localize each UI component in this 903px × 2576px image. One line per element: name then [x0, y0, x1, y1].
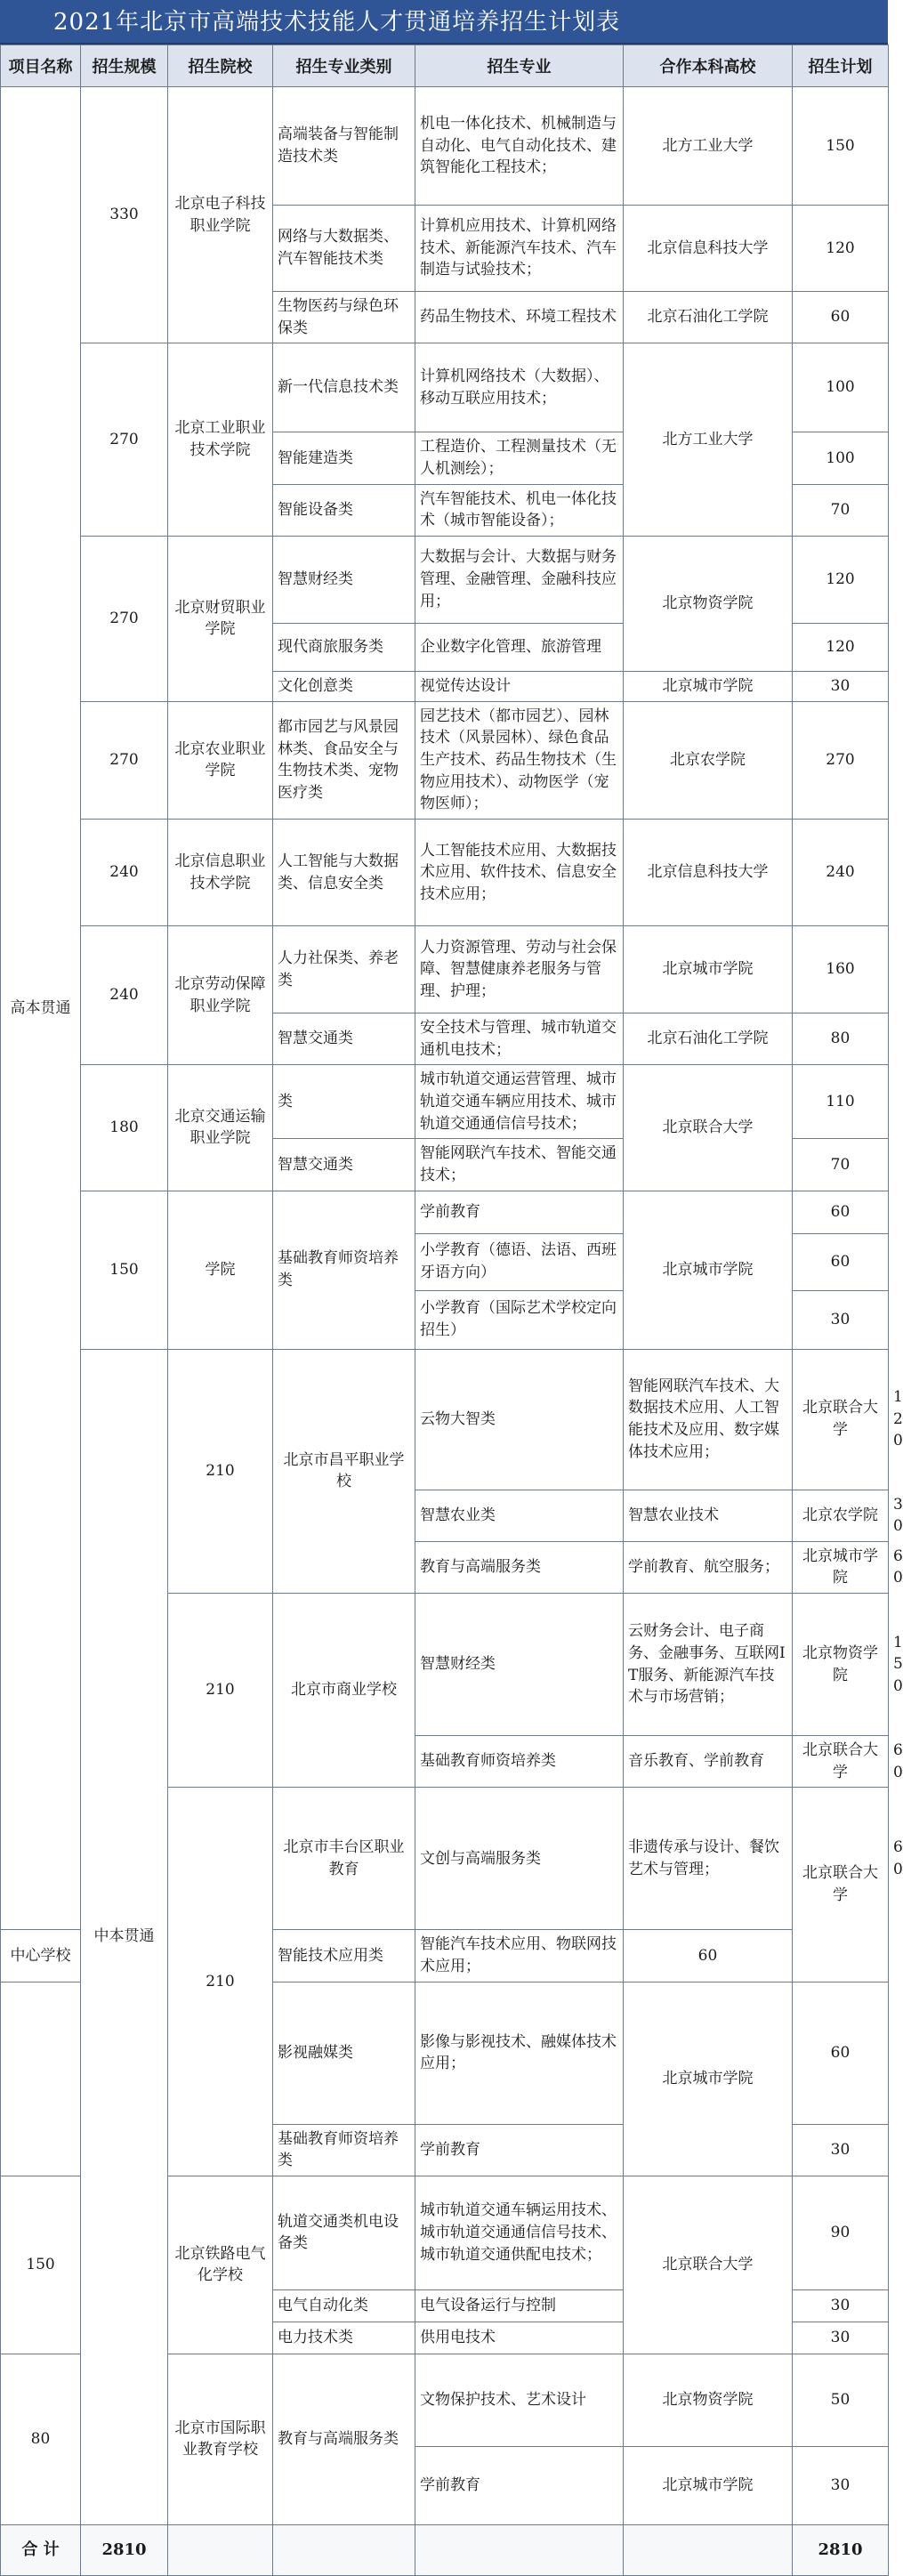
- major-cell: 人力资源管理、劳动与社会保障、智慧健康养老服务与管理、护理；: [415, 926, 624, 1013]
- category-cell: 智慧财经类: [415, 1594, 624, 1736]
- plan-cell: 60: [793, 1982, 889, 2124]
- category-cell: 人力社保类、养老类: [273, 926, 415, 1013]
- table-row: 210 北京市商业学校 智慧财经类 云财务会计、电子商务、金融事务、互联网IT服务、新能源汽车技术与市场营销； 北京物资学院 150: [1, 1594, 889, 1736]
- total-empty-cell: [273, 2524, 415, 2575]
- scale-cell: 80: [1, 2354, 81, 2524]
- header-plan: 招生计划: [793, 45, 889, 87]
- school-cell: 北京市丰台区职业教育: [273, 1788, 415, 1930]
- school-cell-empty: [1, 1982, 81, 2176]
- plan-cell: 30: [793, 671, 889, 701]
- major-cell: 汽车智能技术、机电一体化技术（城市智能设备）；: [415, 484, 624, 536]
- plan-cell: 150: [793, 87, 889, 206]
- plan-cell: 160: [793, 926, 889, 1013]
- category-cell: 基础教育师资培养类: [273, 1191, 415, 1349]
- scale-cell: 270: [81, 343, 168, 537]
- table-row: [1, 1065, 889, 1139]
- major-cell: 园艺技术（都市园艺）、园林技术（风景园林）、绿色食品生产技术、药品生物技术（生物应用技术）、动物医学（宠物医师）；: [415, 701, 624, 819]
- major-cell: 智能网联汽车技术、大数据技术应用、人工智能技术及应用、数字媒体技术应用；: [624, 1349, 793, 1490]
- table-row: 智慧农业类 智慧农业技术 北京农学院 30: [1, 1490, 889, 1541]
- major-cell: 智能网联汽车技术、智能交通技术；: [415, 1139, 624, 1191]
- category-cell: 文化创意类: [273, 671, 415, 701]
- university-cell: 北京农学院: [793, 1490, 889, 1541]
- category-cell: 教育与高端服务类: [415, 1541, 624, 1593]
- category-cell: 人工智能与大数据类、信息安全类: [273, 820, 415, 926]
- scale-cell: 210: [168, 1594, 273, 1788]
- school-cell: 北京农业职业学院: [168, 701, 273, 819]
- scale-cell: 210: [168, 1349, 273, 1594]
- header-category: 招生专业类别: [273, 45, 415, 87]
- category-cell: 新一代信息技术类: [273, 343, 415, 432]
- university-cell: 北京农学院: [624, 701, 793, 819]
- total-empty-cell: [624, 2524, 793, 2575]
- university-cell: 北京物资学院: [793, 1594, 889, 1736]
- major-cell: 学前教育、航空服务；: [624, 1541, 793, 1593]
- plan-cell: 60: [793, 1191, 889, 1233]
- major-cell: 计算机应用技术、计算机网络技术、新能源汽车技术、汽车制造与试验技术；: [415, 206, 624, 292]
- plan-cell: 60: [793, 1233, 889, 1290]
- school-cell: 北京电子科技职业学院: [168, 87, 273, 343]
- plan-cell: 90: [793, 2176, 889, 2289]
- table-row: [1, 536, 889, 623]
- table-row: [1, 701, 889, 819]
- plan-cell: 30: [793, 2322, 889, 2354]
- school-cell: 北京铁路电气化学校: [168, 2176, 273, 2354]
- category-cell: 类: [273, 1065, 415, 1139]
- major-cell: 学前教育: [415, 1191, 624, 1233]
- major-cell: 学前教育: [415, 2124, 624, 2176]
- scale-cell: 270: [81, 701, 168, 819]
- total-empty-cell: [168, 2524, 273, 2575]
- major-cell: 音乐教育、学前教育: [624, 1736, 793, 1788]
- university-cell: 北京物资学院: [624, 536, 793, 671]
- major-cell: 小学教育（德语、法语、西班牙语方向）: [415, 1233, 624, 1290]
- enrollment-plan-table: [0, 44, 903, 2576]
- total-plan: 2810: [793, 2524, 889, 2575]
- major-cell: 智慧农业技术: [624, 1490, 793, 1541]
- total-scale: 2810: [81, 2524, 168, 2575]
- category-cell: 云物大智类: [415, 1349, 624, 1490]
- school-cell: 学院: [168, 1191, 273, 1349]
- school-cell: 北京交通运输职业学院: [168, 1065, 273, 1191]
- header-scale: 招生规模: [81, 45, 168, 87]
- table-title: 2021年北京市高端技术技能人才贯通培养招生计划表: [0, 0, 888, 44]
- plan-cell: 120: [793, 623, 889, 671]
- category-cell: 智能技术应用类: [273, 1930, 415, 1982]
- category-cell: 都市园艺与风景园林类、食品安全与生物技术类、宠物医疗类: [273, 701, 415, 819]
- major-cell: 药品生物技术、环境工程技术: [415, 292, 624, 343]
- total-row: [1, 2524, 889, 2575]
- category-cell: 基础教育师资培养类: [415, 1736, 624, 1788]
- category-cell: 现代商旅服务类: [273, 623, 415, 671]
- category-cell: 网络与大数据类、汽车智能技术类: [273, 206, 415, 292]
- plan-cell: 120: [793, 206, 889, 292]
- major-cell: 供用电技术: [415, 2322, 624, 2354]
- category-cell: 高端装备与智能制造技术类: [273, 87, 415, 206]
- plan-cell: 30: [793, 2446, 889, 2524]
- table-row: 210 北京市丰台区职业教育 文创与高端服务类 非遗传承与设计、餐饮艺术与管理； 北京联合大学 60: [1, 1788, 889, 1930]
- category-cell: 智慧交通类: [273, 1013, 415, 1065]
- university-cell: 北京物资学院: [624, 2354, 793, 2446]
- scale-cell: 210: [168, 1788, 273, 2176]
- major-cell: 大数据与会计、大数据与财务管理、金融管理、金融科技应用；: [415, 536, 624, 623]
- major-cell: 小学教育（国际艺术学校定向招生）: [415, 1290, 624, 1349]
- table-row: [1, 820, 889, 926]
- category-cell: 智能设备类: [273, 484, 415, 536]
- category-cell: 生物医药与绿色环保类: [273, 292, 415, 343]
- plan-cell: 50: [793, 2354, 889, 2446]
- category-cell: 教育与高端服务类: [273, 2354, 415, 2524]
- plan-cell: 70: [793, 484, 889, 536]
- major-cell: 城市轨道交通运营管理、城市轨道交通车辆应用技术、城市轨道交通通信信号技术；: [415, 1065, 624, 1139]
- category-cell: 轨道交通类机电设备类: [273, 2176, 415, 2289]
- scale-cell: 330: [81, 87, 168, 343]
- table-row: 教育与高端服务类 学前教育、航空服务； 北京城市学院 60: [1, 1541, 889, 1593]
- plan-cell: 270: [793, 701, 889, 819]
- scale-cell: 240: [81, 820, 168, 926]
- category-cell: 电力技术类: [273, 2322, 415, 2354]
- table-row: [1, 926, 889, 1013]
- major-cell: 文物保护技术、艺术设计: [415, 2354, 624, 2446]
- total-empty-cell: [415, 2524, 624, 2575]
- plan-cell: 100: [793, 343, 889, 432]
- project-cell: 高本贯通: [1, 87, 81, 1930]
- major-cell: 安全技术与管理、城市轨道交通机电技术；: [415, 1013, 624, 1065]
- category-cell: 智慧财经类: [273, 536, 415, 623]
- university-cell: 北方工业大学: [624, 87, 793, 206]
- plan-cell: 110: [793, 1065, 889, 1139]
- major-cell: 学前教育: [415, 2446, 624, 2524]
- plan-cell: 120: [793, 536, 889, 623]
- category-cell: 基础教育师资培养类: [273, 2124, 415, 2176]
- school-cell: 北京财贸职业学院: [168, 536, 273, 701]
- school-cell: 北京市国际职业教育学校: [168, 2354, 273, 2524]
- category-cell: 电气自动化类: [273, 2289, 415, 2322]
- major-cell: 企业数字化管理、旅游管理: [415, 623, 624, 671]
- university-cell: 北京城市学院: [624, 1191, 793, 1349]
- university-cell: 北京联合大学: [793, 1736, 889, 1788]
- major-cell: 云财务会计、电子商务、金融事务、互联网IT服务、新能源汽车技术与市场营销；: [624, 1594, 793, 1736]
- scale-cell: 150: [1, 2176, 81, 2354]
- header-row: [1, 45, 889, 87]
- major-cell: 影像与影视技术、融媒体技术应用；: [415, 1982, 624, 2124]
- major-cell: 工程造价、工程测量技术（无人机测绘）；: [415, 432, 624, 484]
- plan-cell: 30: [793, 2124, 889, 2176]
- university-cell: 北京城市学院: [624, 671, 793, 701]
- university-cell: 北方工业大学: [624, 343, 793, 537]
- university-cell: 北京信息科技大学: [624, 820, 793, 926]
- plan-cell: 60: [793, 292, 889, 343]
- scale-cell: 240: [81, 926, 168, 1065]
- major-cell: 智能汽车技术应用、物联网技术应用；: [415, 1930, 624, 1982]
- university-cell: 北京联合大学: [793, 1788, 889, 1982]
- header-major: 招生专业: [415, 45, 624, 87]
- school-cell: 北京市昌平职业学校: [273, 1349, 415, 1594]
- total-label: 合 计: [1, 2524, 81, 2575]
- university-cell: 北京联合大学: [624, 2176, 793, 2354]
- plan-cell: 30: [793, 2289, 889, 2322]
- university-cell: 北京石油化工学院: [624, 292, 793, 343]
- school-cell: 北京工业职业技术学院: [168, 343, 273, 537]
- category-cell: 智慧交通类: [273, 1139, 415, 1191]
- school-cell: 北京市商业学校: [273, 1594, 415, 1788]
- table-row: [1, 1191, 889, 1233]
- school-cell: 北京劳动保障职业学院: [168, 926, 273, 1065]
- scale-cell: 270: [81, 536, 168, 701]
- plan-cell: 80: [793, 1013, 889, 1065]
- table-row: 中本贯通 210 北京市昌平职业学校 云物大智类 智能网联汽车技术、大数据技术应用、人工智能技术及应用、数字媒体技术应用； 北京联合大学 120: [1, 1349, 889, 1490]
- table-row: [1, 343, 889, 432]
- major-cell: 电气设备运行与控制: [415, 2289, 624, 2322]
- major-cell: 城市轨道交通车辆运用技术、城市轨道交通通信信号技术、城市轨道交通供配电技术；: [415, 2176, 624, 2289]
- university-cell: 北京联合大学: [793, 1349, 889, 1490]
- university-cell: 北京联合大学: [624, 1065, 793, 1191]
- university-cell: 北京城市学院: [624, 926, 793, 1013]
- category-cell: 智能建造类: [273, 432, 415, 484]
- university-cell: 北京信息科技大学: [624, 206, 793, 292]
- plan-cell: 70: [793, 1139, 889, 1191]
- major-cell: 机电一体化技术、机械制造与自动化、电气自动化技术、建筑智能化工程技术；: [415, 87, 624, 206]
- major-cell: 计算机网络技术（大数据）、移动互联应用技术；: [415, 343, 624, 432]
- plan-cell: 240: [793, 820, 889, 926]
- major-cell: 人工智能技术应用、大数据技术应用、软件技术、信息安全技术应用；: [415, 820, 624, 926]
- plan-cell: 30: [793, 1290, 889, 1349]
- university-cell: 北京城市学院: [624, 1982, 793, 2176]
- scale-cell: 180: [81, 1065, 168, 1191]
- school-cell: 中心学校: [1, 1930, 81, 1982]
- school-cell: 北京信息职业技术学院: [168, 820, 273, 926]
- plan-cell: 60: [624, 1930, 793, 1982]
- project-cell: 中本贯通: [81, 1349, 168, 2524]
- category-cell: 智慧农业类: [415, 1490, 624, 1541]
- category-cell: 文创与高端服务类: [415, 1788, 624, 1930]
- major-cell: 视觉传达设计: [415, 671, 624, 701]
- plan-cell: 100: [793, 432, 889, 484]
- header-project: 项目名称: [1, 45, 81, 87]
- university-cell: 北京石油化工学院: [624, 1013, 793, 1065]
- category-cell: 影视融媒类: [273, 1982, 415, 2124]
- table-row: [1, 87, 889, 206]
- university-cell: 北京城市学院: [624, 2446, 793, 2524]
- major-cell: 非遗传承与设计、餐饮艺术与管理；: [624, 1788, 793, 1930]
- table-row: 基础教育师资培养类 音乐教育、学前教育 北京联合大学 60: [1, 1736, 889, 1788]
- university-cell: 北京城市学院: [793, 1541, 889, 1593]
- header-university: 合作本科高校: [624, 45, 793, 87]
- scale-cell: 150: [81, 1191, 168, 1349]
- header-school: 招生院校: [168, 45, 273, 87]
